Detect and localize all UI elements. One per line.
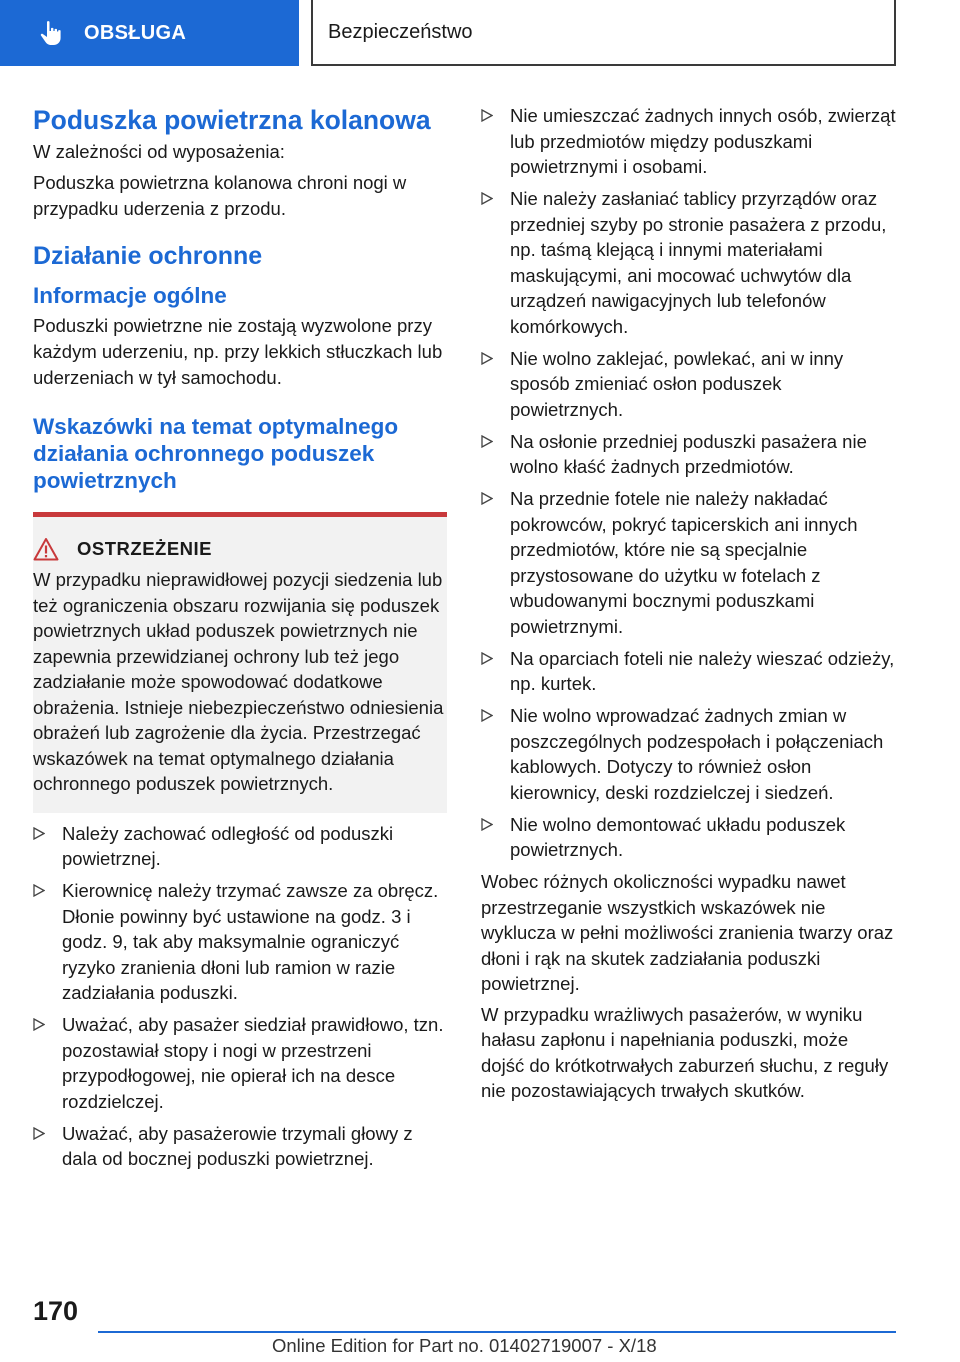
bullet-triangle-icon (33, 884, 45, 897)
bullet-triangle-icon (481, 818, 493, 831)
general-info-text: Poduszki powietrzne nie zostają wyzwolone przy każdym uderzeniu, np. przy lekkich stłuczkach lub uderzeniach w tył samochodu. (33, 315, 443, 388)
knee-airbag-heading: Poduszka powietrzna kolanowa (33, 105, 431, 135)
bullet-triangle-icon (481, 652, 493, 665)
list-item (481, 646, 896, 697)
section-label: Bezpieczeństwo (328, 20, 473, 43)
bullet-triangle-icon (481, 192, 493, 205)
sensitive-passengers-paragraph: W przypadku wrażliwych pasażerów, w wyniku hałasu zapłonu i napełniania poduszki, może dojść do krótkotrwałych zaburzeń słuchu, z reguły nie pozostawiających trwałych skutków. (481, 1003, 889, 1101)
right-column (481, 103, 896, 1109)
accident-circumstances-paragraph: Wobec różnych okoliczności wypadku nawet przestrzeganie wszystkich wskazówek nie wyklucza w pełni możliwości zranienia twarzy oraz dłoni i rąk na skutek zadziałania poduszki powietrznej. (481, 871, 894, 994)
optimal-protection-heading: Wskazówki na temat optymalnego działania ochronnego poduszek powietrznych (33, 414, 399, 493)
list-item (481, 812, 896, 863)
bullet-triangle-icon (481, 709, 493, 722)
list-item-text: Należy zachować odległość od poduszki powietrznej. (62, 822, 394, 869)
left-column (33, 103, 447, 1178)
warning-triangle-icon (33, 537, 59, 561)
list-item-text: Nie należy zasłaniać tablicy przyrządów oraz przedniej szyby po stronie pasażera z przodu, np. taśmą klejącą i innymi materiałami maskującymi, ani mocować uchwytów dla urządzeń nawigacyjnych lub telefonów komórkowych. (510, 188, 887, 337)
edition-text: Online Edition for Part no. 01402719007 - X/18 (272, 1335, 657, 1356)
list-item-text: Na oparciach foteli nie należy wieszać odzieży, np. kurtek. (510, 647, 895, 694)
bullet-triangle-icon (33, 1127, 45, 1140)
list-item (33, 821, 447, 872)
warning-title: OSTRZEŻENIE (77, 538, 213, 559)
list-item-text: Na przednie fotele nie należy nakładać pokrowców, pokryć tapicerskich ani innych przedmiotów, które nie są specjalnie przystosowane do użytku w fotelach z wbudowanymi bocznymi poduszkami powietrznymi. (510, 488, 858, 637)
list-item (481, 703, 896, 805)
list-item (481, 429, 896, 480)
protective-action-heading: Działanie ochronne (33, 242, 263, 270)
left-bullet-list (33, 821, 447, 1172)
list-item (481, 486, 896, 639)
hand-pointer-icon (38, 20, 64, 46)
list-item (33, 878, 447, 1006)
page-header (0, 0, 960, 66)
list-item (33, 1121, 447, 1172)
chapter-label: OBSŁUGA (84, 21, 187, 44)
list-item (481, 346, 896, 423)
bullet-triangle-icon (481, 492, 493, 505)
warning-header (33, 537, 447, 561)
bullet-triangle-icon (481, 435, 493, 448)
right-bullet-list (481, 103, 896, 863)
bullet-triangle-icon (481, 109, 493, 122)
chapter-tab (0, 0, 299, 66)
list-item-text: Nie wolno wprowadzać żadnych zmian w poszczególnych podzespołach i połączeniach kablowych. Dotyczy to również osłon kierownicy, deski rozdzielczej i siedzeń. (510, 705, 884, 803)
general-info-heading: Informacje ogólne (33, 283, 227, 308)
bullet-triangle-icon (481, 352, 493, 365)
bullet-triangle-icon (33, 1018, 45, 1031)
equipment-note: W zależności od wyposażenia: (33, 141, 285, 162)
knee-airbag-intro: Poduszka powietrzna kolanowa chroni nogi w przypadku uderzenia z przodu. (33, 172, 407, 219)
bullet-triangle-icon (33, 827, 45, 840)
list-item (33, 1012, 447, 1114)
list-item-text: Nie umieszczać żadnych innych osób, zwierząt lub przedmiotów między poduszkami powietrznymi i osobami. (510, 105, 896, 177)
list-item-text: Uważać, aby pasażer siedział prawidłowo, tzn. pozostawiał stopy i nogi w przestrzeni przypodłogowej, nie opierał ich na desce rozdzielczej. (62, 1014, 444, 1112)
warning-text: W przypadku nieprawidłowej pozycji siedzenia lub też ograniczenia obszaru rozwijania się poduszek powietrznych układ poduszek powietrznych nie zapewnia przewidzianej ochrony lub też jego zadziałanie może spowodować dodatkowe obrażenia. Istnieje niebezpieczeństwo odniesienia obrażeń lub zagrożenie dla życia. Przestrzegać wskazówek na temat optymalnego działania ochronnego poduszek powietrznych. (33, 569, 444, 794)
list-item (481, 103, 896, 180)
page-number: 170 (33, 1296, 79, 1326)
section-tab (311, 0, 896, 66)
list-item-text: Nie wolno zaklejać, powlekać, ani w inny sposób zmieniać osłon poduszek powietrznych. (510, 347, 844, 420)
list-item-text: Uważać, aby pasażerowie trzymali głowy z dala od bocznej poduszki powietrznej. (62, 1122, 413, 1169)
list-item-text: Na osłonie przedniej poduszki pasażera nie wolno kłaść żadnych przedmiotów. (510, 430, 867, 477)
list-item (481, 186, 896, 339)
list-item-text: Nie wolno demontować układu poduszek powietrznych. (510, 813, 846, 860)
list-item-text: Kierownicę należy trzymać zawsze za obręcz. Dłonie powinny być ustawione na godz. 3 i godz. 9, tak aby maksymalnie ograniczyć ryzyko zranienia dłoni lub ramion w razie zadziałania poduszki. (62, 880, 439, 1003)
warning-box (33, 512, 447, 813)
